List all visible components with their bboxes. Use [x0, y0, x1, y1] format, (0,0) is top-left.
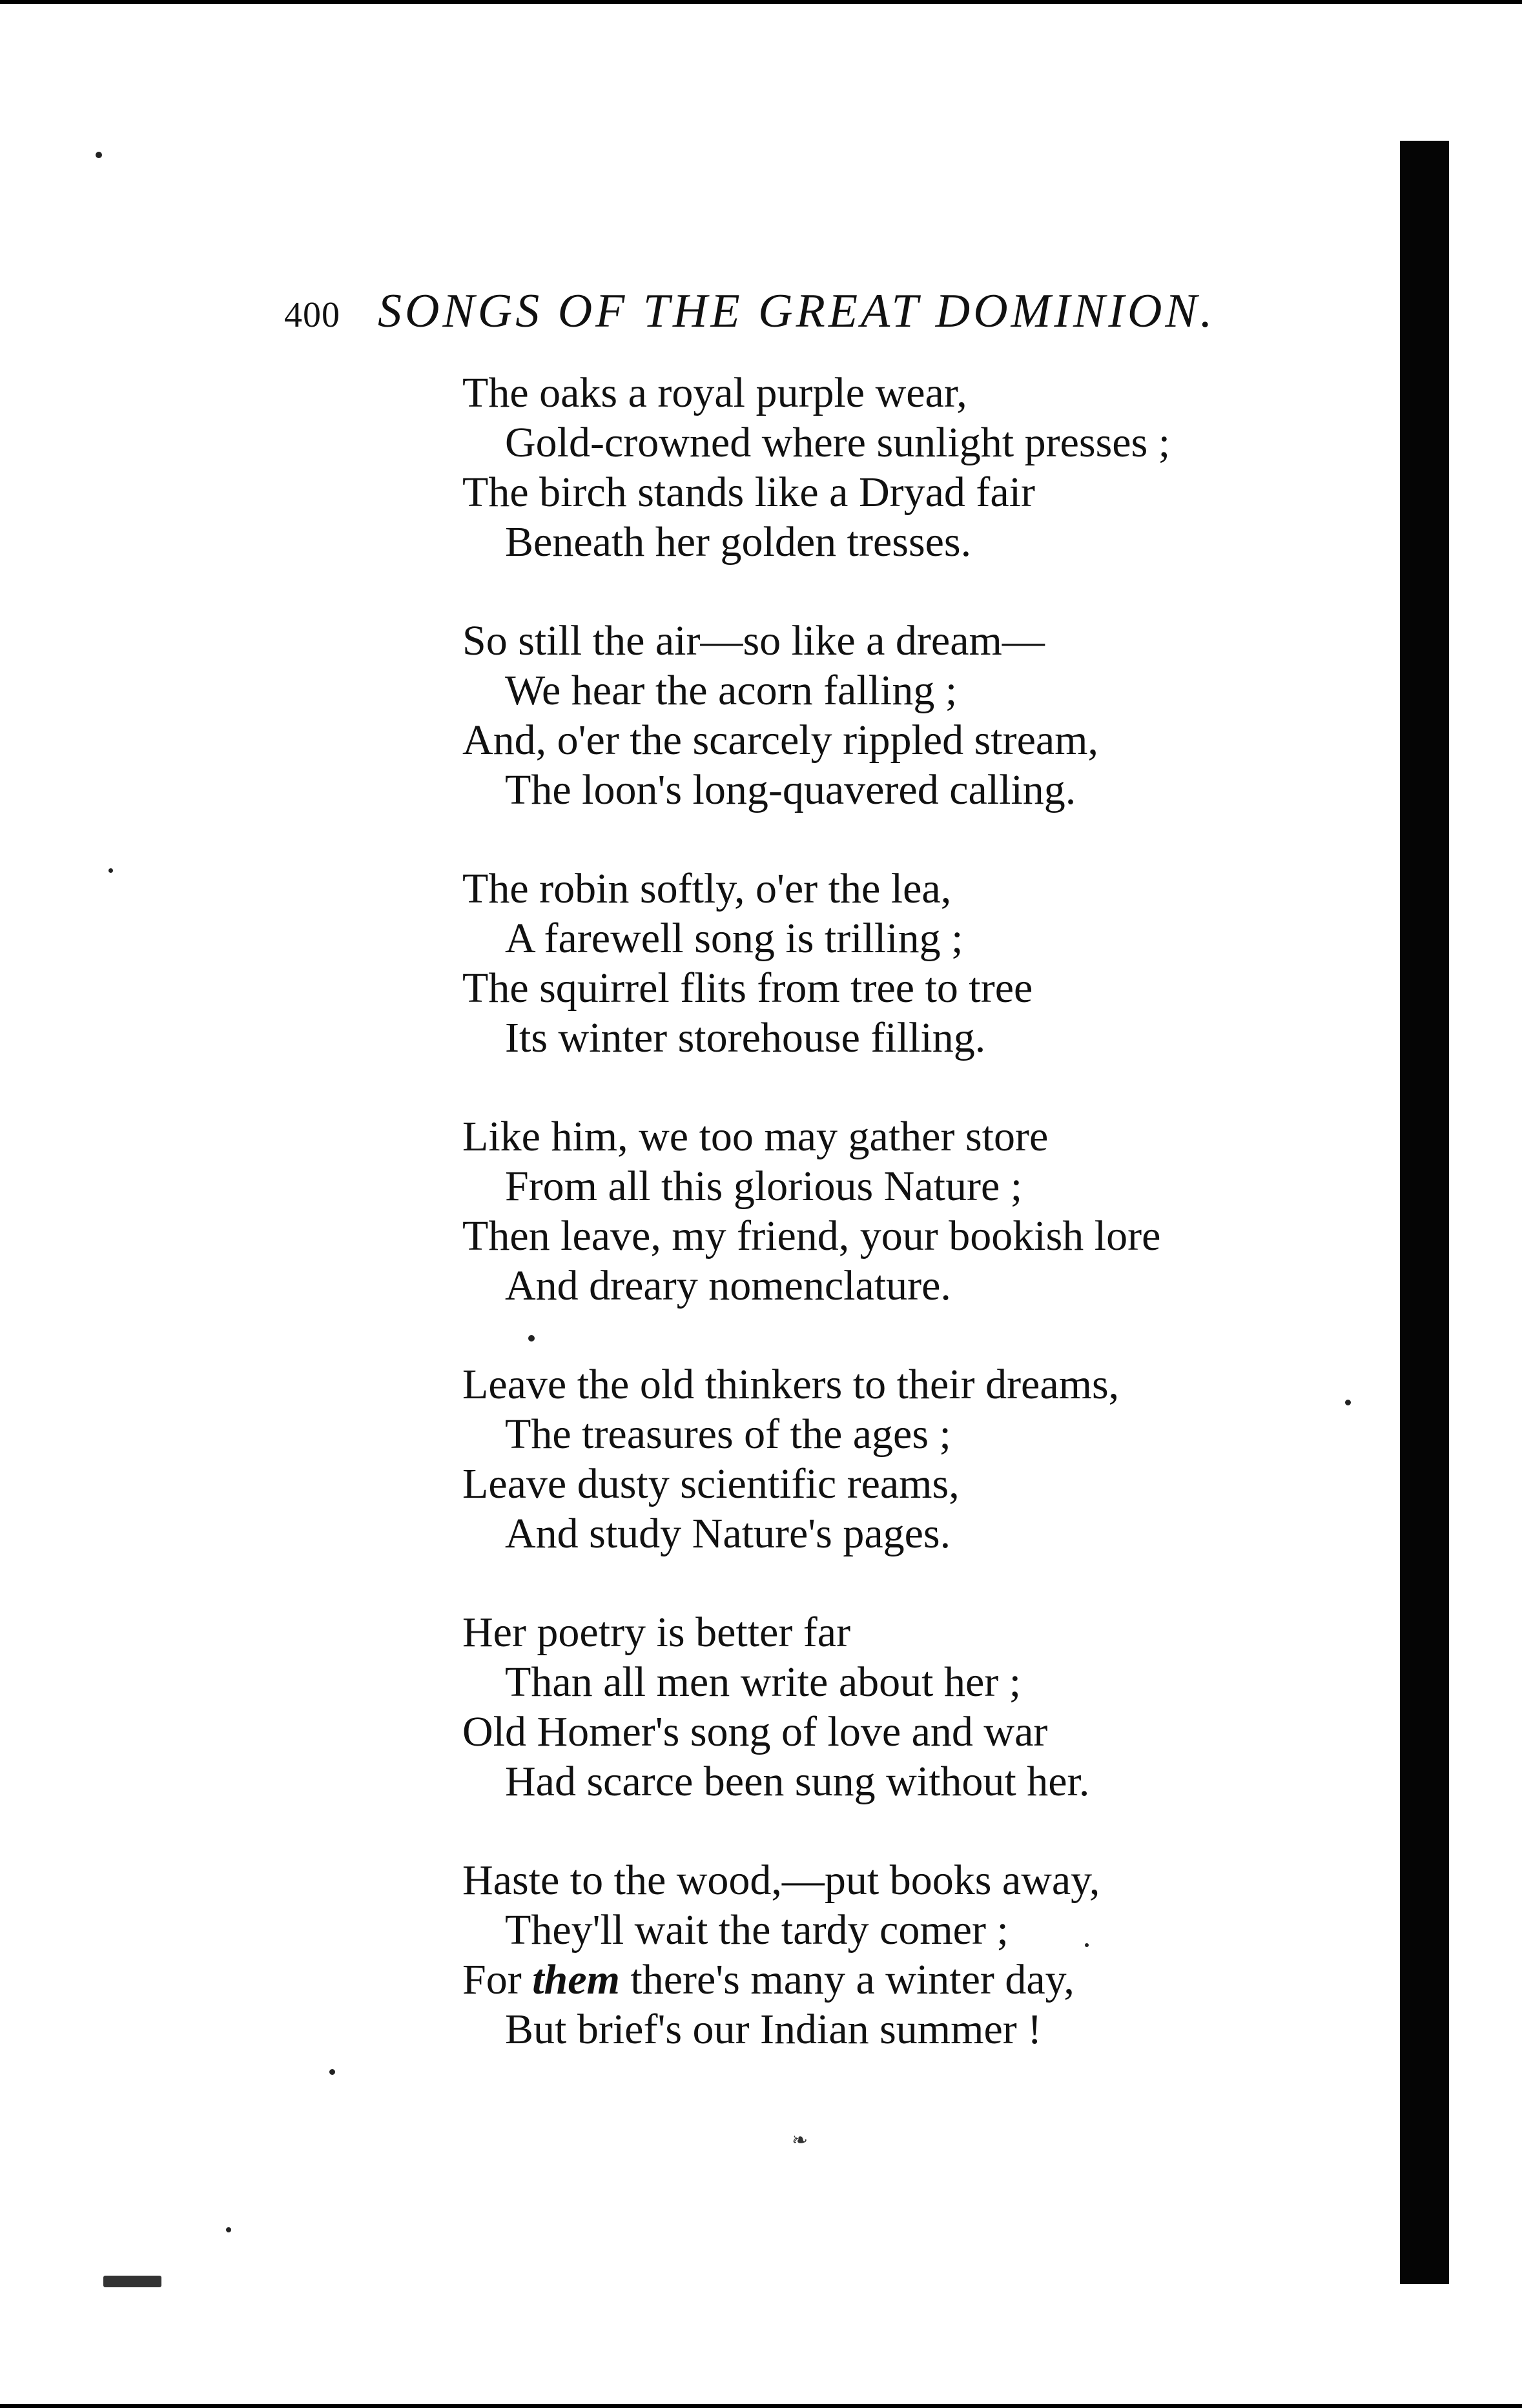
- scan-speck: [1085, 1943, 1089, 1947]
- poem-line: Old Homer's song of love and war: [462, 1708, 1048, 1755]
- poem-line: Leave the old thinkers to their dreams,: [462, 1361, 1120, 1408]
- running-head: [284, 284, 1291, 349]
- poem-line-rest: there's many a winter day,: [619, 1956, 1075, 2003]
- tailpiece-ornament: ❧: [792, 2130, 808, 2151]
- poem-line: And dreary nomenclature.: [505, 1262, 951, 1309]
- poem-line: [462, 1955, 1302, 2005]
- scan-speck: [226, 2227, 231, 2232]
- scan-speck: [96, 152, 102, 158]
- poem-line: Like him, we too may gather store: [462, 1113, 1049, 1160]
- poem-line: Than all men write about her ;: [505, 1658, 1022, 1706]
- stanza-3: [462, 864, 1302, 1063]
- page-number: 400: [284, 295, 340, 335]
- scan-speck: [108, 868, 113, 873]
- poem-line: Had scarce been sung without her.: [505, 1758, 1090, 1805]
- emphasized-word: them: [532, 1956, 620, 2003]
- poem-line: Her poetry is better far: [462, 1609, 851, 1656]
- binding-shadow: [1400, 141, 1449, 2284]
- stanza-6: [462, 1607, 1302, 1806]
- stanza-1: [462, 368, 1302, 567]
- poem-line: But brief's our Indian summer !: [505, 2006, 1042, 2053]
- poem-line: A farewell song is trilling ;: [505, 915, 963, 962]
- scan-speck: [329, 2069, 335, 2075]
- poem-line: Gold-crowned where sunlight presses ;: [505, 419, 1171, 466]
- stanza-2: [462, 616, 1302, 815]
- poem-line: Its winter storehouse filling.: [505, 1014, 986, 1061]
- poem: [462, 368, 1302, 2103]
- poem-line: And, o'er the scarcely rippled stream,: [462, 717, 1099, 764]
- scan-speck: [1345, 1400, 1351, 1405]
- running-title: SONGS OF THE GREAT DOMINION.: [378, 285, 1216, 338]
- poem-line: The squirrel flits from tree to tree: [462, 964, 1033, 1012]
- poem-line-start: For: [462, 1956, 533, 2003]
- poem-line: And study Nature's pages.: [505, 1510, 951, 1557]
- stanza-7: [462, 1855, 1302, 2054]
- poem-line: The treasures of the ages ;: [505, 1411, 951, 1458]
- poem-line: The robin softly, o'er the lea,: [462, 865, 952, 912]
- scan-speck: [103, 2276, 161, 2287]
- poem-line: From all this glorious Nature ;: [505, 1163, 1023, 1210]
- poem-line: Haste to the wood,—put books away,: [462, 1857, 1100, 1904]
- scan-speck: [528, 1335, 535, 1342]
- stanza-5: [462, 1360, 1302, 1558]
- poem-line: The oaks a royal purple wear,: [462, 369, 967, 416]
- poem-line: So still the air—so like a dream—: [462, 617, 1045, 664]
- poem-line: The birch stands like a Dryad fair: [462, 469, 1036, 516]
- poem-line: We hear the acorn falling ;: [505, 667, 958, 714]
- stanza-4: [462, 1112, 1302, 1311]
- poem-line: Beneath her golden tresses.: [505, 518, 972, 566]
- poem-line: Leave dusty scientific reams,: [462, 1460, 960, 1507]
- poem-line: The loon's long-quavered calling.: [505, 766, 1076, 813]
- poem-line: Then leave, my friend, your bookish lore: [462, 1212, 1161, 1260]
- poem-line: They'll wait the tardy comer ;: [505, 1906, 1009, 1954]
